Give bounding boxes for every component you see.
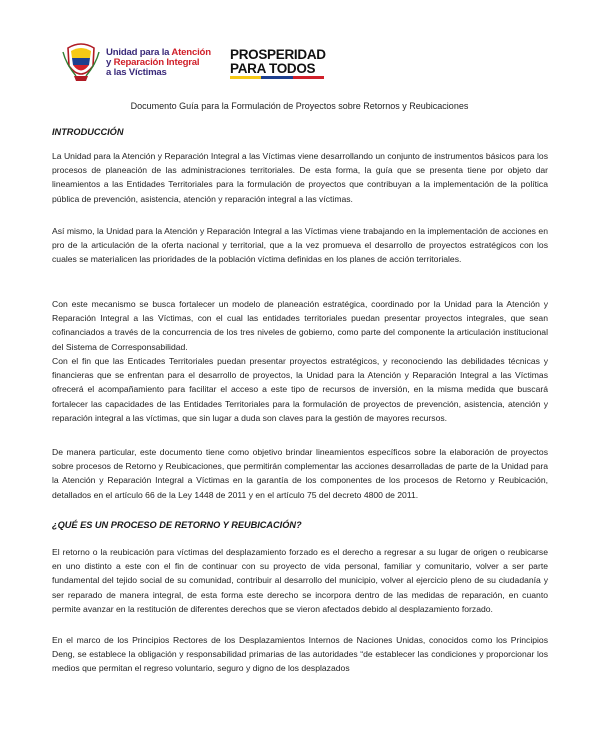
question-heading: ¿QUÉ ES UN PROCESO DE RETORNO Y REUBICACIÓN? (52, 520, 302, 530)
prosperidad-logo: PROSPERIDAD PARA TODOS (230, 47, 326, 76)
intro-heading: INTRODUCCIÓN (52, 127, 124, 137)
colombia-flag-stripe (230, 76, 324, 79)
unidad-victimas-logo: Unidad para la Atención y Reparación Integral a las Víctimas (106, 47, 211, 78)
flag-red (293, 76, 324, 79)
document-title: Documento Guía para la Formulación de Proyectos sobre Retornos y Reubicaciones (130, 101, 469, 111)
colombia-coat-of-arms-icon (62, 42, 100, 84)
flag-yellow (230, 76, 261, 79)
paragraph-7: En el marco de los Principios Rectores de los Desplazamientos Internos de Naciones Unidas, conocidos como los Principios Deng, se establece la obligación y responsabilidad primarias de las autoridades “de establecer las condiciones y proporcionar los medios que permitan el regreso voluntario, seguro y digno de los desplazados (52, 635, 548, 674)
page-header (62, 40, 542, 90)
paragraph-6: El retorno o la reubicación para víctimas del desplazamiento forzado es el derecho a regresar a su lugar de origen o reubicarse en uno distinto a este con el fin de continuar con su proyecto de vida personal, familiar y comunitario, volver a ser parte fundamental del tejido social de su comunidad, contribuir al desarrollo del municipio, volver al ejercicio pleno de su ciudadanía y ser reparado de manera integral, de esta forma este derecho se incorpora dentro de las medidas de reparación, en cuanto permite avanzar en la restitución de diferentes derechos que se vieron afectados debido al desplazamiento forzado. (52, 547, 548, 614)
paragraph-2: Así mismo, la Unidad para la Atención y Reparación Integral a las Víctimas viene trabajando en la implementación de acciones en pro de la articulación de la oferta nacional y territorial, que a la vez promueva el desarrollo de proyectos estratégicos con los cuales se materialicen las prioridades de la población víctima definidas en los planes de acción territoriales. (52, 226, 548, 265)
flag-blue (261, 76, 292, 79)
paragraph-1: La Unidad para la Atención y Reparación Integral a las Víctimas viene desarrollando un conjunto de instrumentos básicos para los procesos de planeación de las administraciones territoriales. De esta forma, la guía que se presenta tiene por objeto dar lineamientos a las Entidades Territoriales para la formulación de proyectos que contribuyan a la implementación de la política pública de prevención, asistencia, atención y reparación integral a las víctimas. (52, 151, 548, 204)
paragraph-3: Con este mecanismo se busca fortalecer un modelo de planeación estratégica, coordinado por la Unidad para la Atención y Reparación Integral a las Víctimas, con el cual las entidades territoriales puedan presentar proyectos integrales, que sean cofinanciados a través de la concurrencia de los tres niveles de gobierno, como parte del componente la articulación institucional del Sistema de Corresponsabilidad. (52, 299, 548, 352)
paragraph-5: De manera particular, este documento tiene como objetivo brindar lineamientos específicos sobre la elaboración de proyectos sobre procesos de Retorno y Reubicaciones, que permitirán complementar las acciones desarrolladas de parte de la Unidad para la Atención y Reparación Integral a Víctimas en la garantía de los componentes de los procesos de Retorno y Reubicación, detallados en el artículo 66 de la Ley 1448 de 2011 y en el artículo 75 del decreto 4800 de 2011. (52, 447, 548, 500)
paragraph-4: Con el fin que las Enticades Territoriales puedan presentar proyectos estratégicos, y reconociendo las debilidades técnicas y financieras que se enfrentan para el desarrollo de proyectos, la Unidad para la Atención y Reparación Integral a las Víctimas ofrecerá el acompañamiento para facilitar el acceso a este tipo de recursos de inversión, en la misma medida que buscará fortalecer las capacidades de las Entidades Territoriales para la formulación de proyectos de prevención, asistencia, atención y reparación integral a las víctimas, que sin lugar a duda son claves para la gestión de mayores recursos. (52, 356, 548, 423)
